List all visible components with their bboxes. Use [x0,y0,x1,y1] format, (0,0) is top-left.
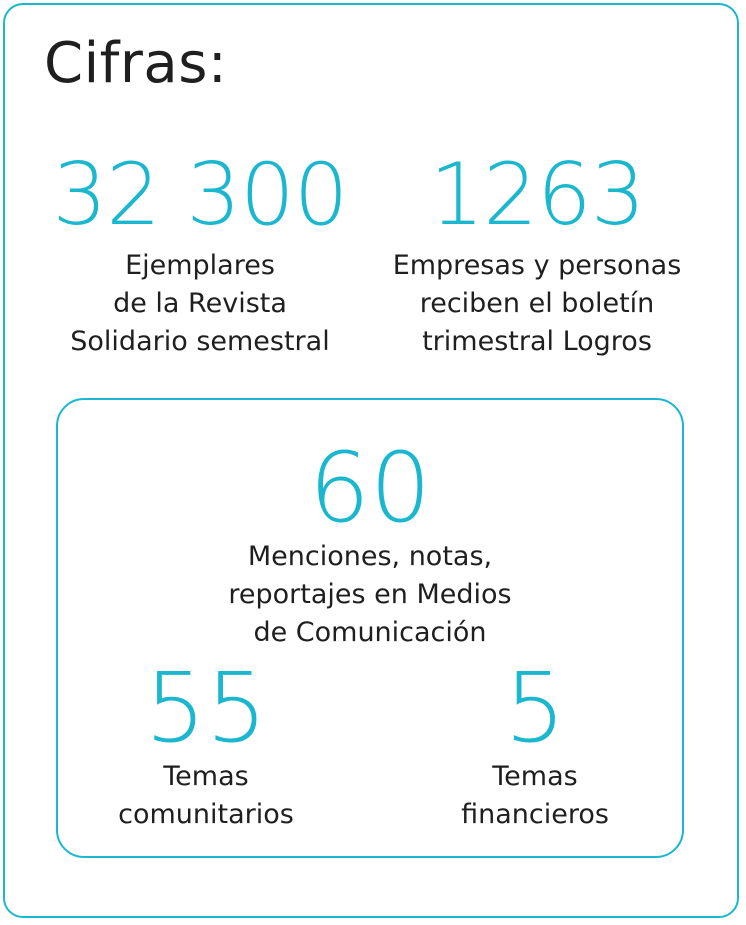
stat-community-topics [86,652,326,834]
stat-description-line: Temas [492,761,578,792]
stat-description-line: Empresas y personas [392,250,682,281]
stat-description-line: Solidario semestral [70,326,330,357]
stat-description [420,758,650,834]
stat-description-line: trimestral Logros [422,326,652,357]
stat-description [20,247,380,361]
stat-bulletin-recipients [372,145,702,361]
stat-description-line: financieros [461,799,609,830]
stat-number: 55 [144,652,268,764]
page-title: Cifras: [44,31,228,96]
stat-description-line: reciben el boletín [419,288,655,319]
stat-description-line: comunitarios [118,799,294,830]
stat-number: 1263 [429,145,645,245]
stat-description-line: reportajes en Medios [228,579,512,610]
stat-description [372,247,702,361]
stat-description-line: Ejemplares [125,250,275,281]
stat-financial-topics [420,652,650,834]
stat-description [160,538,580,652]
stat-description [86,758,326,834]
stat-number: 5 [504,652,566,764]
stat-description-line: de Comunicación [253,617,487,648]
stat-description-line: Temas [163,761,249,792]
stat-media-mentions [160,432,580,652]
stat-number: 60 [308,432,432,544]
stat-magazine-copies [20,145,380,361]
stat-number: 32 300 [52,145,348,245]
stat-description-line: de la Revista [113,288,287,319]
stat-description-line: Menciones, notas, [247,541,493,572]
